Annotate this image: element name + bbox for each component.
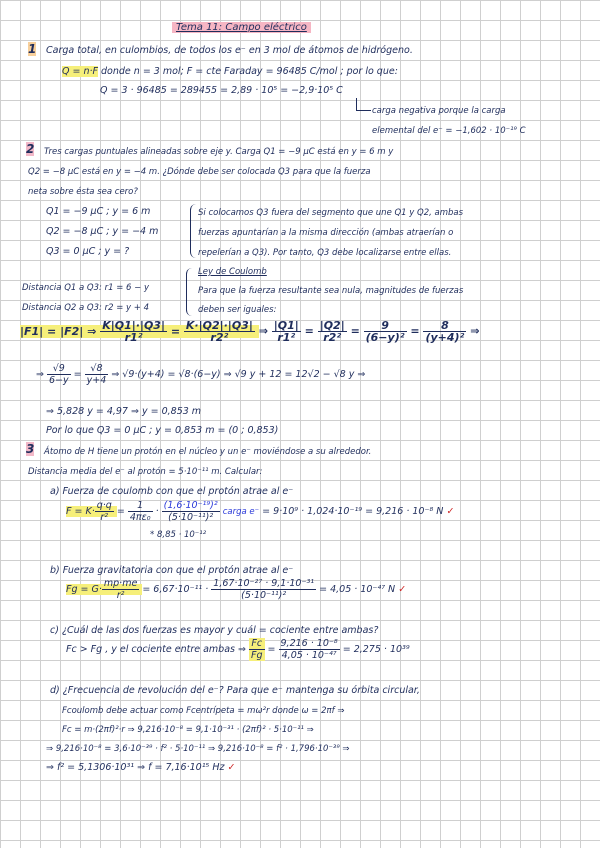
- part-a-check: ✓: [446, 506, 455, 517]
- problem-2-explanation-1: Si colocamos Q3 fuera del segmento que une Q1 y Q2, ambas: [198, 208, 464, 218]
- eq-b-num: |Q2|: [319, 319, 345, 332]
- b-den: r²: [116, 590, 125, 601]
- problem-1-formula: Q = n·F: [62, 66, 98, 77]
- part-d-line-4: [46, 761, 235, 775]
- part-d-check: ✓: [227, 762, 236, 773]
- b-num-2: 1,67·10⁻²⁷ · 9,1·10⁻³¹: [213, 578, 315, 589]
- sqrt-step: ⇒ $\frac{√9}{6-y}$ = $\frac{√8}{y+4}$ ⇒ √9·(y+4) = √8·(6−y) ⇒ √9 y + 12 = 12√2 − √8 y ⇒: [36, 363, 366, 386]
- problem-2-explanation-3: repelerían a Q3). Por tanto, Q3 debe localizarse entre ellas.: [198, 248, 452, 258]
- c-f-fraction: [249, 638, 265, 661]
- a-q-fraction: [162, 500, 220, 523]
- problem-1-note-1: carga negativa porque la carga: [372, 106, 506, 116]
- force-equality-equation: |F1| = |F2| ⇒ $\frac{K|Q1|\cdot|Q3|}{\text{r1²}}$ = $\frac{K\cdot|Q2|\cdot|Q3|}{\text{r2²}}$ ⇒ $\frac{|Q1|}{\text{r1²}}$ = $\frac{|Q2|}{\text{r2²}}$ = $\frac{9}{\text{(6−y)²}}$ = $\frac{8}{\text{(y+4)²}}$ ⇒: [20, 319, 480, 344]
- problem-1-formula-line: [62, 65, 398, 79]
- eq-end: ⇒: [470, 324, 480, 338]
- b-num: mp·me: [103, 578, 138, 589]
- eq-a-num: |Q1|: [273, 319, 299, 332]
- s1-b-fraction: [85, 363, 109, 386]
- s1-a-fraction: [47, 363, 71, 386]
- part-b-equation: [66, 578, 406, 601]
- s1-b-den: y+4: [86, 375, 107, 386]
- epsilon-text: 8,85 · 10⁻¹²: [156, 530, 207, 540]
- data-brace: [190, 204, 197, 258]
- part-b-label: b) Fuerza gravitatoria con que el protón atrae al e⁻: [50, 565, 294, 576]
- a-result: = 9·10⁹ · 1,024·10⁻¹⁹ = 9,216 · 10⁻⁸ N: [262, 506, 444, 517]
- problem-1-intro: Carga total, en culombios, de todos los e⁻ en 3 mol de átomos de hidrógeno.: [46, 45, 413, 56]
- problem-2-intro-1: Tres cargas puntuales alineadas sobre eje y. Carga Q1 = −9 µC está en y = 6 m y: [44, 147, 394, 157]
- eq-a-den: r1²: [277, 331, 296, 344]
- problem-2-distance-1: Distancia Q1 a Q3: r1 = 6 − y: [22, 283, 149, 293]
- problem-3-intro-2: Distancia media del e⁻ al protón = 5·10⁻¹¹ m. Calcular:: [28, 467, 263, 477]
- c-f-den: Fg: [251, 650, 263, 661]
- c-result: = 2,275 · 10³⁹: [342, 644, 410, 655]
- b-fraction: [102, 578, 139, 601]
- a-q-num: (1,6·10⁻¹⁹)²: [163, 500, 218, 511]
- part-d-line-2: Fc = m·(2πf)²·r ⇒ 9,216·10⁻⁸ = 9,1·10⁻³¹ · (2πf)² · 5·10⁻¹¹ ⇒: [62, 725, 314, 735]
- s1-b-num: √8: [85, 363, 109, 375]
- a-k-fraction: [128, 500, 153, 523]
- problem-2-datum-q3: Q3 = 0 µC ; y = ?: [46, 246, 130, 257]
- c-f-num: Fc: [249, 638, 265, 650]
- coulomb-law-title: Ley de Coulomb: [198, 267, 267, 277]
- part-a-label: a) Fuerza de coulomb con que el protón atrae al e⁻: [50, 486, 294, 497]
- part-c-equation: Fc > Fg , y el cociente entre ambas ⇒ $\frac{Fc}{Fg}$ = $\frac{\text{9,216 · 10⁻⁸}}{\text{4,05 · 10⁻⁴⁷}}$ = 2,275 · 10³⁹: [66, 638, 410, 661]
- law-brace: [186, 268, 193, 316]
- problem-3-intro-1: Átomo de H tiene un protón en el núcleo y un e⁻ moviéndose a su alrededor.: [44, 447, 372, 457]
- b-fraction-2: [211, 578, 316, 601]
- c-text: Fc > Fg , y el cociente entre ambas ⇒: [66, 644, 246, 655]
- eq-a-fraction: [272, 320, 301, 343]
- part-a-equation: F = K· $\frac{q\cdot q}{\text{r²}}$ = $\frac{1}{\text{4πε₀}}$ · $\frac{\text{(1,6·10⁻¹⁹)²}}{\text{(5·10⁻¹¹)²}}$ carga e⁻ = 9·10⁹ · 1,024·10⁻¹⁹ = 9,216 · 10⁻⁸ N ✓: [66, 500, 455, 523]
- eq-f1-num: K|Q1|·|Q3|: [102, 319, 165, 332]
- a-num: q·q: [96, 500, 112, 511]
- a-k-den: 4πε₀: [129, 512, 151, 523]
- page-title: Tema 11: Campo eléctrico: [172, 22, 311, 33]
- eq-b-den: r2²: [323, 331, 342, 344]
- coulomb-law-line-2: deben ser iguales:: [198, 305, 277, 315]
- part-d-label: d) ¿Frecuencia de revolución del e⁻? Para que e⁻ mantenga su órbita circular,: [50, 685, 420, 696]
- solution-step-2: ⇒ 5,828 y = 4,97 ⇒ y = 0,853 m: [46, 406, 202, 417]
- problem-2-datum-q1: Q1 = −9 µC ; y = 6 m: [46, 206, 151, 217]
- c-v-den: 4,05 · 10⁻⁴⁷: [281, 650, 337, 661]
- problem-2-explanation-2: fuerzas apuntarían a la misma dirección (ambas atraerían o: [198, 228, 454, 238]
- problem-1-note-2: elemental del e⁻ = −1,602 · 10⁻¹⁹ C: [372, 126, 526, 136]
- eq-f1-fraction: [100, 320, 167, 343]
- eq-f2-num: K·|Q2|·|Q3|: [185, 319, 253, 332]
- problem-2-intro-2: Q2 = −8 µC está en y = −4 m. ¿Dónde debe ser colocada Q3 para que la fuerza: [28, 167, 371, 177]
- b-den-2: (5·10⁻¹¹)²: [241, 590, 287, 601]
- s1-rest: ⇒ √9·(y+4) = √8·(6−y) ⇒ √9 y + 12 = 12√2 − √8 y ⇒: [111, 369, 366, 380]
- eq-c-fraction: [364, 320, 407, 343]
- problem-2-datum-q2: Q2 = −8 µC ; y = −4 m: [46, 226, 159, 237]
- s1-a-num: √9: [47, 363, 71, 375]
- c-v-fraction: [279, 638, 340, 661]
- b-g: = 6,67·10⁻¹¹ ·: [142, 584, 209, 595]
- note-arrow: [356, 98, 371, 111]
- problem-1-number: 1: [28, 42, 37, 56]
- s1-a-den: 6−y: [48, 375, 69, 386]
- eq-d-fraction: [423, 320, 466, 343]
- eq-c-den: (6−y)²: [365, 331, 405, 344]
- a-den: r²: [100, 512, 109, 523]
- eq-d-den: (y+4)²: [425, 331, 465, 344]
- a-carga-note: carga e⁻: [222, 507, 260, 517]
- solution-step-3: Por lo que Q3 = 0 µC ; y = 0,853 m = (0 ; 0,853): [46, 425, 279, 436]
- problem-1-formula-rest: donde n = 3 mol; F = cte Faraday = 96485 C/mol ; por lo que:: [101, 66, 398, 77]
- eq-f1-den: r1²: [124, 331, 143, 344]
- problem-2-number: 2: [26, 142, 35, 156]
- problem-2-intro-3: neta sobre ésta sea cero?: [28, 187, 138, 197]
- c-v-num: 9,216 · 10⁻⁸: [280, 638, 338, 649]
- a-q-den: (5·10⁻¹¹)²: [168, 512, 214, 523]
- problem-3-number: 3: [26, 442, 35, 456]
- coulomb-law-line-1: Para que la fuerza resultante sea nula, magnitudes de fuerzas: [198, 286, 464, 296]
- a-fraction: [95, 500, 114, 523]
- eq-f2-den: r2²: [210, 331, 229, 344]
- eq-f2-fraction: [184, 320, 255, 343]
- force-equality-highlight: |F1| = |F2| ⇒ $\frac{K|Q1|\cdot|Q3|}{\text{r1²}}$ = $\frac{K\cdot|Q2|\cdot|Q3|}{\text{r2²}}$: [20, 325, 259, 338]
- eq-mid: ⇒: [258, 324, 268, 338]
- eq-d-num: 8: [423, 320, 466, 332]
- part-d-result: ⇒ f² = 5,1306·10³¹ ⇒ f = 7,16·10¹⁵ Hz: [46, 762, 225, 773]
- eq-b-fraction: [318, 320, 347, 343]
- part-b-check: ✓: [398, 584, 407, 595]
- problem-1-result: Q = 3 · 96485 = 289455 = 2,89 · 10⁵ = −2,9·10⁵ C: [100, 85, 343, 96]
- part-d-line-1: Fcoulomb debe actuar como Fcentrípeta = mω²r donde ω = 2πf ⇒: [62, 706, 345, 716]
- a-k-num: 1: [128, 500, 153, 512]
- eq-c-num: 9: [364, 320, 407, 332]
- problem-2-distance-2: Distancia Q2 a Q3: r2 = y + 4: [22, 303, 149, 313]
- b-result: = 4,05 · 10⁻⁴⁷ N: [319, 584, 396, 595]
- epsilon-value: * 8,85 · 10⁻¹²: [150, 530, 207, 540]
- part-c-label: c) ¿Cuál de las dos fuerzas es mayor y cuál = cociente entre ambas?: [50, 625, 379, 636]
- b-eq: Fg = G·: [66, 584, 102, 595]
- eq-lhs: |F1| = |F2| ⇒: [20, 324, 97, 338]
- a-eq: F = K·: [66, 506, 95, 517]
- part-d-line-3: ⇒ 9,216·10⁻⁸ = 3,6·10⁻³⁹ · f² · 5·10⁻¹¹ ⇒ 9,216·10⁻⁸ = f² · 1,796·10⁻³⁹ ⇒: [46, 744, 350, 754]
